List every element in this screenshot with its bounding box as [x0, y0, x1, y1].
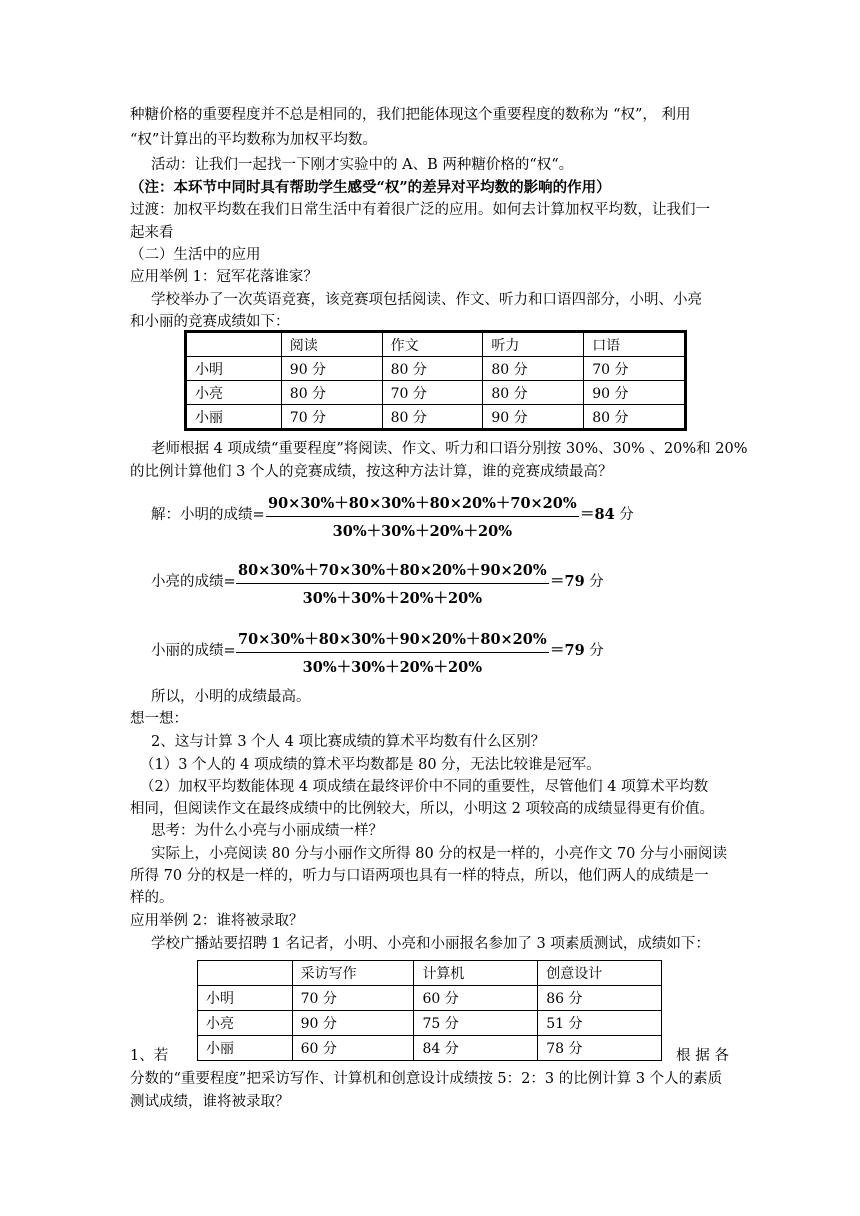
fraction-numerator: 80×30%＋70×30%＋80×20%＋90×20% [236, 559, 549, 584]
paragraph-line: （1）3 个人的 4 项成绩的算术平均数都是 80 分，无法比较谁是冠军。 [140, 757, 601, 773]
table-cell: 78 分 [538, 1036, 662, 1061]
table-row [186, 381, 686, 405]
table-cell: 80 分 [382, 405, 483, 430]
table-cell: 小亮 [186, 381, 282, 405]
char: 根 [676, 1048, 691, 1064]
paragraph-line: 思考：为什么小亮与小丽成绩一样？ [151, 823, 383, 839]
unit: 分 [584, 574, 604, 590]
equals-sign: ＝ [580, 506, 595, 523]
char: 据 [695, 1048, 710, 1064]
paragraph-line: （2）加权平均数能体现 4 项成绩在最终评价中不同的重要性，尽管他们 4 项算术平均数 [140, 779, 709, 795]
fraction-denominator: 30%＋30%＋20%＋20% [332, 523, 512, 540]
equation-result [550, 570, 604, 591]
paragraph-line: 2、这与计算 3 个人 4 项比赛成绩的算术平均数有什么区别？ [151, 734, 546, 750]
table-cell: 84 分 [414, 1036, 538, 1061]
fraction-denominator: 30%＋30%＋20%＋20% [302, 659, 482, 676]
table-header-row [198, 961, 662, 986]
equation-result [580, 503, 634, 524]
note-line: （注：本环节中同时具有帮助学生感受“权”的差异对平均数的影响的作用） [130, 179, 611, 196]
paragraph-line: 和小丽的竞赛成绩如下： [130, 314, 290, 330]
table-header-cell: 作文 [382, 332, 483, 357]
fraction [266, 492, 579, 541]
table-cell: 小明 [198, 986, 293, 1011]
unit: 分 [584, 643, 604, 659]
table-header-cell [198, 961, 293, 986]
table-cell: 70 分 [292, 986, 414, 1011]
example-heading: 应用举例 1：冠军花落谁家？ [130, 269, 318, 285]
table-cell: 小明 [186, 357, 282, 381]
table-header-cell: 阅读 [281, 332, 382, 357]
paragraph-line: 的比例计算他们 3 个人的竞赛成绩，按这种方法计算，谁的竞赛成绩最高？ [130, 464, 613, 480]
paragraph-line: 想一想： [130, 711, 188, 727]
table-cell: 60 分 [292, 1036, 414, 1061]
equation-label: 小丽的成绩= [151, 643, 236, 659]
table-cell: 60 分 [414, 986, 538, 1011]
section-heading: （二）生活中的应用 [130, 247, 261, 263]
table-cell: 80 分 [584, 405, 686, 430]
table-cell: 80 分 [382, 357, 483, 381]
score-table-2 [197, 960, 662, 1061]
paragraph-line: 学校广播站要招聘 1 名记者，小明、小亮和小丽报名参加了 3 项素质测试，成绩如下： [151, 936, 710, 952]
paragraph-line: 所以，小明的成绩最高。 [151, 689, 311, 705]
paragraph-line: 学校举办了一次英语竞赛，该竞赛项包括阅读、作文、听力和口语四部分，小明、小亮 [151, 292, 702, 308]
paragraph-line: 过渡：加权平均数在我们日常生活中有着很广泛的应用。如何去计算加权平均数，让我们一 [130, 202, 710, 218]
equals-sign: ＝ [550, 573, 565, 590]
equation-label: 小亮的成绩= [151, 574, 236, 590]
table-cell: 小亮 [198, 1011, 293, 1036]
paragraph-line: 测试成绩，谁将被录取？ [130, 1094, 290, 1110]
paragraph-line: 种糖价格的重要程度并不总是相同的，我们把能体现这个重要程度的数称为 “权”， 利用 [130, 107, 691, 123]
example-heading: 应用举例 2：谁将被录取？ [130, 913, 304, 929]
table-header-cell: 计算机 [414, 961, 538, 986]
paragraph-line: 活动：让我们一起找一下刚才实验中的 A、B 两种糖价格的“权“。 [151, 157, 574, 173]
fraction [236, 559, 549, 608]
table-cell: 80 分 [281, 381, 382, 405]
equals-sign: ＝ [550, 642, 565, 659]
score-table-1 [184, 330, 687, 431]
table-cell: 90 分 [483, 405, 584, 430]
table-cell: 70 分 [281, 405, 382, 430]
unit: 分 [614, 507, 634, 523]
paragraph-line-tail [676, 1045, 729, 1067]
paragraph-line: 起来看 [130, 225, 174, 241]
fraction [236, 628, 549, 677]
table-header-cell: 创意设计 [538, 961, 662, 986]
table-header-cell: 听力 [483, 332, 584, 357]
table-row [198, 1036, 662, 1061]
paragraph-line: 分数的“重要程度”把采访写作、计算机和创意设计成绩按 5：2：3 的比例计算 3 个人的素质 [130, 1071, 723, 1087]
paragraph-line: “权”计算出的平均数称为加权平均数。 [130, 132, 377, 148]
table-row [198, 986, 662, 1011]
table-cell: 80 分 [483, 381, 584, 405]
equation-result [550, 639, 604, 660]
table-header-cell [186, 332, 282, 357]
equation-label: 解：小明的成绩= [151, 507, 265, 523]
result-value: 79 [564, 573, 585, 590]
paragraph-line: 样的。 [130, 890, 174, 906]
table-cell: 70 分 [382, 381, 483, 405]
char: 各 [714, 1048, 729, 1064]
paragraph-line: 实际上，小亮阅读 80 分与小丽作文所得 80 分的权是一样的，小亮作文 70 分与小丽阅读 [151, 846, 728, 862]
table-cell: 小丽 [186, 405, 282, 430]
table-cell: 80 分 [483, 357, 584, 381]
paragraph-line: 相同，但阅读作文在最终成绩中的比例较大，所以，小明这 2 项较高的成绩显得更有价值。 [130, 801, 714, 817]
fraction-numerator: 90×30%＋80×30%＋80×20%＋70×20% [266, 492, 579, 517]
table-cell: 90 分 [281, 357, 382, 381]
table-cell: 70 分 [584, 357, 686, 381]
paragraph-line: 1、若 [130, 1048, 169, 1064]
table-header-cell: 采访写作 [292, 961, 414, 986]
table-row [186, 405, 686, 430]
table-cell: 小丽 [198, 1036, 293, 1061]
fraction-numerator: 70×30%＋80×30%＋90×20%＋80×20% [236, 628, 549, 653]
table-header-row [186, 332, 686, 357]
table-cell: 90 分 [584, 381, 686, 405]
table-row [198, 1011, 662, 1036]
table-cell: 86 分 [538, 986, 662, 1011]
paragraph-line: 所得 70 分的权是一样的，听力与口语两项也具有一样的特点，所以，他们两人的成绩是一 [130, 868, 709, 884]
fraction-denominator: 30%＋30%＋20%＋20% [302, 590, 482, 607]
table-cell: 51 分 [538, 1011, 662, 1036]
table-row [186, 357, 686, 381]
paragraph-line: 老师根据 4 项成绩“重要程度”将阅读、作文、听力和口语分别按 30%、30% 、20%和 20% [151, 441, 748, 457]
result-value: 79 [564, 642, 585, 659]
table-header-cell: 口语 [584, 332, 686, 357]
result-value: 84 [594, 506, 615, 523]
table-cell: 90 分 [292, 1011, 414, 1036]
table-cell: 75 分 [414, 1011, 538, 1036]
